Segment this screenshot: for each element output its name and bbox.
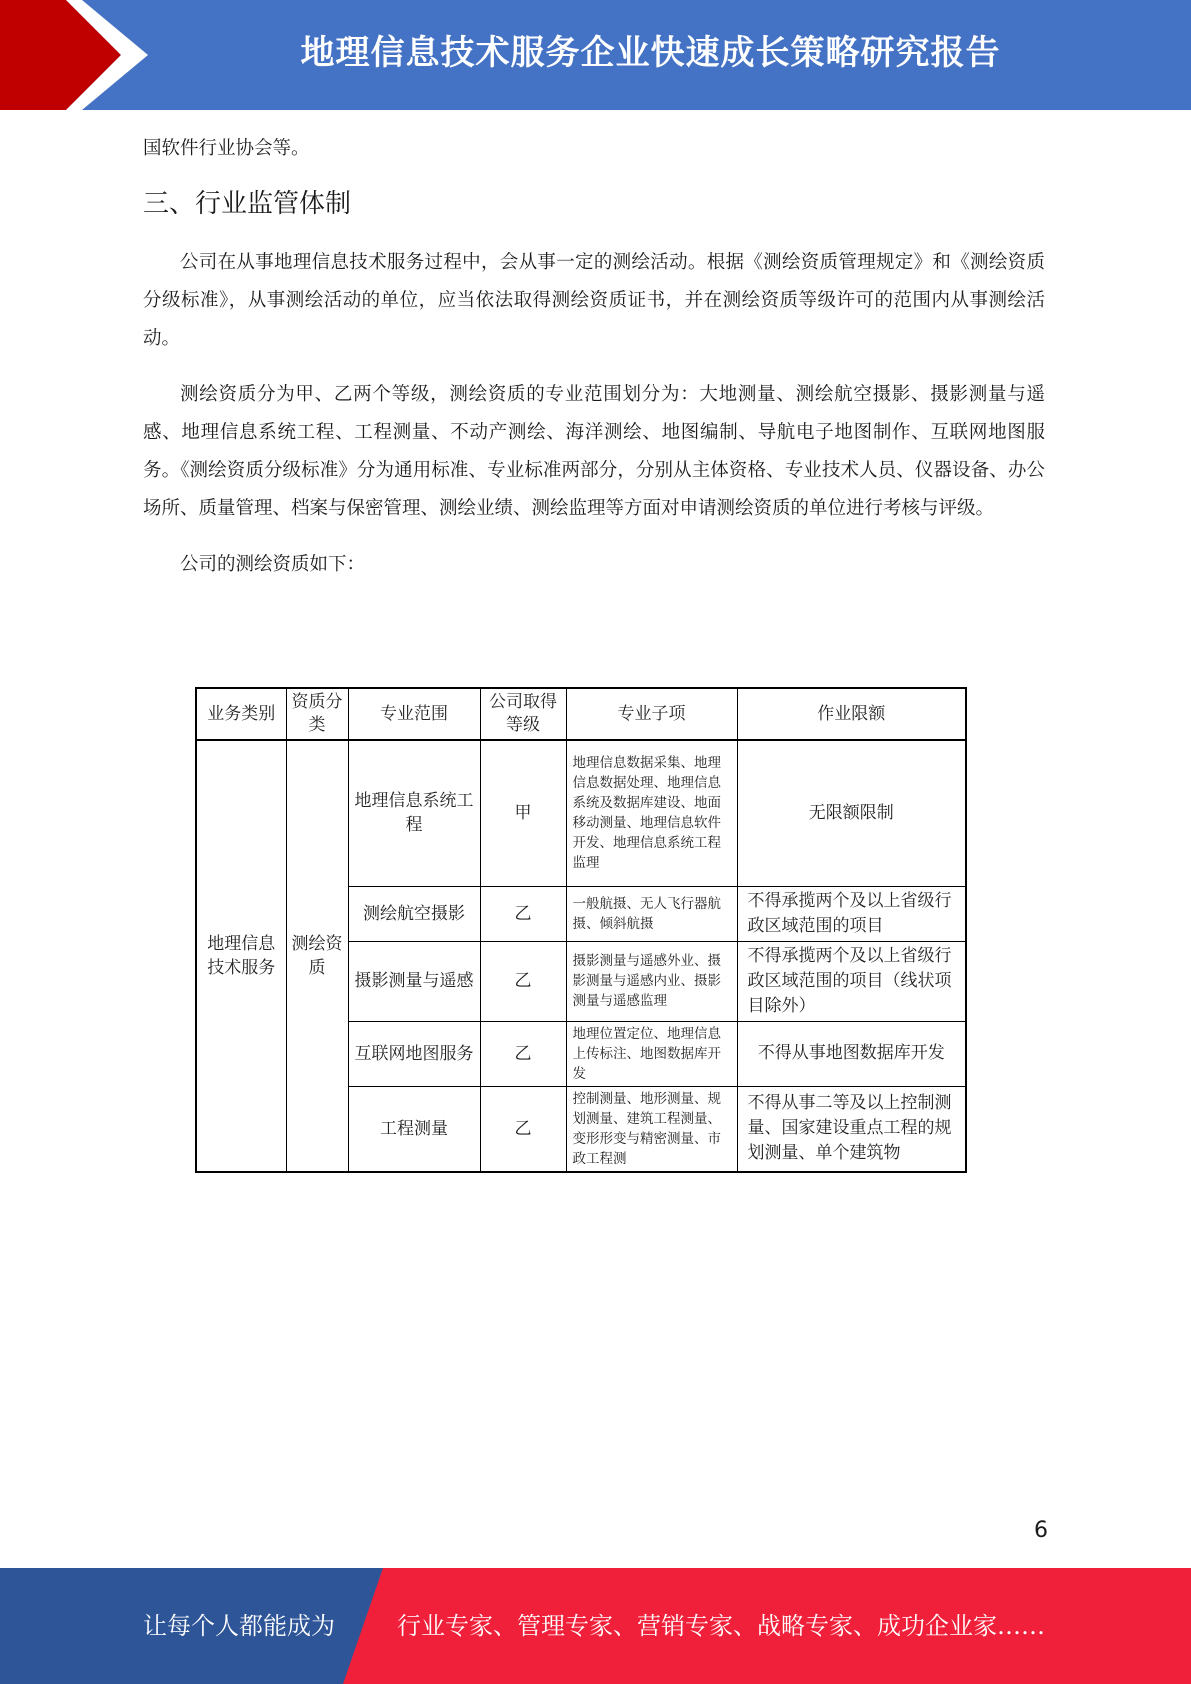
column-header: 业务类别 — [196, 688, 286, 740]
limit-cell: 不得承揽两个及以上省级行政区域范围的项目 — [737, 886, 966, 941]
section-heading: 三、行业监管体制 — [143, 189, 352, 219]
sub-items-cell: 摄影测量与遥感外业、摄影测量与遥感内业、摄影测量与遥感监理 — [566, 941, 737, 1021]
column-header: 专业范围 — [348, 688, 480, 740]
qualification-table-container — [195, 687, 967, 1173]
continuation-text: 国软件行业协会等。 — [143, 138, 310, 159]
grade-cell: 乙 — [480, 941, 566, 1021]
table-header-row — [196, 688, 966, 740]
scope-cell: 地理信息系统工程 — [348, 740, 480, 886]
header-banner — [0, 0, 1191, 110]
sub-items-cell: 地理信息数据采集、地理信息数据处理、地理信息系统及数据库建设、地面移动测量、地理信息软件开发、地理信息系统工程监理 — [566, 740, 737, 886]
footer-slogan-right: 行业专家、管理专家、营销专家、战略专家、成功企业家…… — [397, 1612, 1045, 1640]
limit-cell: 不得从事二等及以上控制测量、国家建设重点工程的规划测量、单个建筑物 — [737, 1086, 966, 1172]
footer-slogan-left: 让每个人都能成为 — [143, 1612, 335, 1640]
report-title: 地理信息技术服务企业快速成长策略研究报告 — [300, 33, 1001, 73]
grade-cell: 乙 — [480, 1086, 566, 1172]
header-chevron-decoration — [0, 0, 160, 110]
paragraph: 公司的测绘资质如下： — [180, 554, 366, 575]
sub-items-cell: 控制测量、地形测量、规划测量、建筑工程测量、变形形变与精密测量、市政工程测 — [566, 1086, 737, 1172]
scope-cell: 工程测量 — [348, 1086, 480, 1172]
business-category-cell: 地理信息技术服务 — [196, 740, 286, 1172]
grade-cell: 乙 — [480, 886, 566, 941]
footer-banner — [0, 1568, 1191, 1684]
scope-cell: 互联网地图服务 — [348, 1021, 480, 1086]
scope-cell: 测绘航空摄影 — [348, 886, 480, 941]
limit-cell: 不得承揽两个及以上省级行政区域范围的项目（线状项目除外） — [737, 941, 966, 1021]
sub-items-cell: 地理位置定位、地理信息上传标注、地图数据库开发 — [566, 1021, 737, 1086]
qualification-table — [195, 687, 967, 1173]
column-header: 资质分类 — [286, 688, 348, 740]
column-header: 专业子项 — [566, 688, 737, 740]
limit-cell: 不得从事地图数据库开发 — [737, 1021, 966, 1086]
paragraph: 测绘资质分为甲、乙两个等级，测绘资质的专业范围划分为：大地测量、测绘航空摄影、摄影测量与遥感、地理信息系统工程、工程测量、不动产测绘、海洋测绘、地图编制、导航电子地图制作、互联网地图服务。《测绘资质分级标准》分为通用标准、专业标准两部分，分别从主体资格、专业技术人员、仪器设备、办公场所、质量管理、档案与保密管理、测绘业绩、测绘监理等方面对申请测绘资质的单位进行考核与评级。 — [143, 384, 1045, 519]
limit-cell: 无限额限制 — [737, 740, 966, 886]
grade-cell: 乙 — [480, 1021, 566, 1086]
column-header: 作业限额 — [737, 688, 966, 740]
paragraph: 公司在从事地理信息技术服务过程中，会从事一定的测绘活动。根据《测绘资质管理规定》和《测绘资质分级标准》，从事测绘活动的单位，应当依法取得测绘资质证书，并在测绘资质等级许可的范围内从事测绘活动。 — [143, 252, 1045, 349]
qualification-type-cell: 测绘资质 — [286, 740, 348, 1172]
page-content — [143, 130, 1045, 584]
table-row — [196, 740, 966, 886]
grade-cell: 甲 — [480, 740, 566, 886]
scope-cell: 摄影测量与遥感 — [348, 941, 480, 1021]
page-number: 6 — [1034, 1518, 1048, 1543]
sub-items-cell: 一般航摄、无人飞行器航摄、倾斜航摄 — [566, 886, 737, 941]
column-header: 公司取得等级 — [480, 688, 566, 740]
